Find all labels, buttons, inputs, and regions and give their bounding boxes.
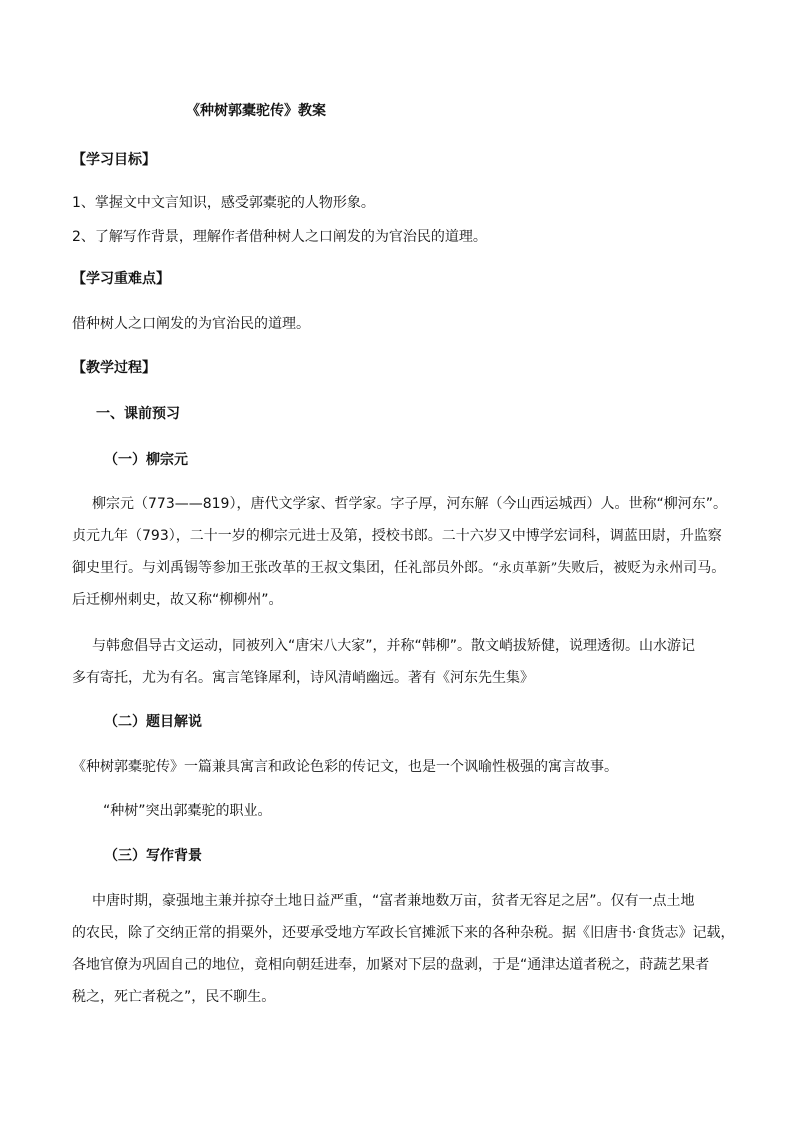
background-line-2: 的农民，除了交纳正常的捐粟外，还要承受地方军政长官摊派下来的各种杂税。据《旧唐书·食货志》记载，	[72, 925, 735, 941]
preview-heading: 一、课前预习	[96, 406, 180, 422]
author-line-3-part-a: 御史里行。与刘禹锡等参加王张改革的王叔文集团，任礼部员外郎。	[72, 560, 492, 576]
goal-item-1: 1、掌握文中文言知识，感受郭橐驼的人物形象。	[72, 195, 375, 211]
author-paragraph-line-3	[72, 558, 725, 579]
background-line-4: 税之，死亡者税之”，民不聊生。	[72, 989, 276, 1005]
page-title: 《种树郭橐驼传》教案	[186, 103, 326, 119]
goals-heading: 【学习目标】	[72, 152, 156, 168]
title-explanation-heading: （二）题目解说	[104, 714, 202, 730]
yongzhen-reform-term: “永贞革新”	[492, 561, 558, 576]
key-points-heading: 【学习重难点】	[72, 271, 170, 287]
key-points-text: 借种树人之口阐发的为官治民的道理。	[72, 316, 310, 332]
author-paragraph-2-line-2: 多有寄托，尤为有名。寓言笔锋犀利，诗风清峭幽远。著有《河东先生集》	[72, 670, 534, 686]
goal-item-2: 2、了解写作背景，理解作者借种树人之口阐发的为官治民的道理。	[72, 229, 487, 245]
title-explanation-note: “种树”突出郭橐驼的职业。	[103, 803, 272, 819]
author-paragraph-line-1: 柳宗元（773——819），唐代文学家、哲学家。字子厚，河东解（今山西运城西）人。世称“柳河东”。	[92, 496, 727, 512]
title-explanation-paragraph: 《种树郭橐驼传》一篇兼具寓言和政论色彩的传记文，也是一个讽喻性极强的寓言故事。	[72, 759, 618, 775]
background-heading: （三）写作背景	[104, 848, 202, 864]
background-line-1: 中唐时期，豪强地主兼并掠夺土地日益严重，“富者兼地数万亩，贫者无容足之居”。仅有一点土地	[92, 893, 695, 909]
author-paragraph-line-4: 后迁柳州刺史，故又称“柳柳州”。	[72, 592, 283, 608]
author-paragraph-line-2: 贞元九年（793），二十一岁的柳宗元进士及第，授校书郎。二十六岁又中博学宏词科，调蓝田尉，升监察	[72, 528, 722, 544]
author-heading: （一）柳宗元	[104, 452, 188, 468]
author-paragraph-2-line-1: 与韩愈倡导古文运动，同被列入“唐宋八大家”，并称“韩柳”。散文峭拔矫健，说理透彻。山水游记	[92, 638, 696, 654]
author-line-3-part-c: 失败后，被贬为永州司马。	[557, 560, 726, 576]
teaching-process-heading: 【教学过程】	[72, 360, 156, 376]
background-line-3: 各地官僚为巩固自己的地位，竟相向朝廷进奉，加紧对下层的盘剥，于是“通津达道者税之，莳蔬艺果者	[72, 957, 710, 973]
